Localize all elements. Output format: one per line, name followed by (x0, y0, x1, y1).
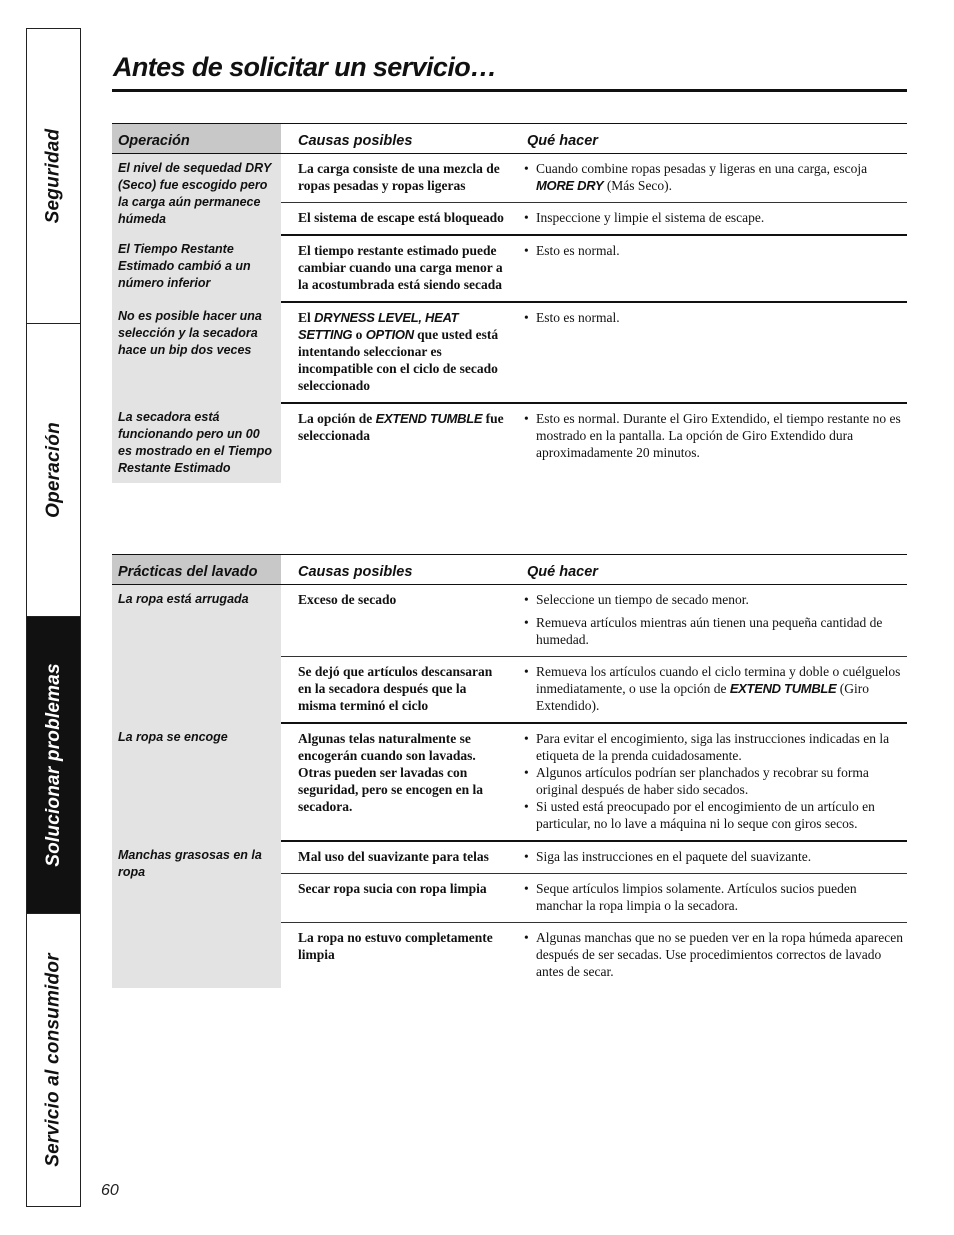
list-item: • Remueva los artículos cuando el ciclo termina y doble o cuélguelos inmediatamente, o use la opción de EXTEND TUMBLE (Giro Extendido). (524, 663, 903, 714)
section-tabs (26, 28, 81, 1207)
page-title: Antes de solicitar un servicio… (113, 52, 497, 82)
laundry-practices-table (112, 554, 907, 988)
problem-cell: El Tiempo Restante Estimado cambió a un número inferior (112, 235, 281, 302)
operation-troubleshooting-table (112, 123, 907, 483)
action-cell (512, 585, 907, 657)
list-item: • Siga las instrucciones en el paquete del suavizante. (524, 848, 903, 865)
tab-solucionar-problemas[interactable]: Solucionar problemas (27, 617, 80, 914)
cause-cell: Mal uso del suavizante para telas (281, 841, 512, 874)
list-item: • Algunas manchas que no se pueden ver en la ropa húmeda aparecen después de ser secadas. Use procedimientos correctos de lavado antes de secar. (524, 929, 903, 980)
table-row (112, 302, 907, 403)
table-header-row (112, 124, 907, 154)
list-item: • Para evitar el encogimiento, siga las instrucciones indicadas en la etiqueta de la prenda cuidadosamente. (524, 730, 903, 764)
table-row (112, 585, 907, 657)
cause-cell: La carga consiste de una mezcla de ropas pesadas y ropas ligeras (281, 154, 512, 203)
action-cell (512, 923, 907, 989)
list-item: • Si usted está preocupado por el encogimiento de un artículo en particular, no lo lave a máquina ni lo seque con giros secos. (524, 798, 903, 832)
cause-cell: El DRYNESS LEVEL, HEAT SETTING o OPTION que usted está intentando seleccionar es incompatible con el ciclo de secado seleccionado (281, 302, 512, 403)
cause-cell: La opción de EXTEND TUMBLE fue seleccionada (298, 411, 504, 443)
action-cell (512, 154, 907, 203)
table-row (112, 235, 907, 302)
action-cell (512, 657, 907, 724)
action-cell (512, 203, 907, 236)
problem-cell: La ropa está arrugada (112, 585, 281, 724)
action-cell (512, 403, 907, 483)
table-row (112, 723, 907, 841)
list-item: • Inspeccione y limpie el sistema de escape. (524, 209, 903, 226)
table-row (112, 154, 907, 203)
table-row (112, 841, 907, 874)
cause-cell: Exceso de secado (281, 585, 512, 657)
table-header-row (112, 555, 907, 585)
column-header-problem: Prácticas del lavado (112, 555, 281, 585)
cause-cell: La ropa no estuvo completamente limpia (298, 930, 493, 962)
list-item: • Seque artículos limpios solamente. Artículos sucios pueden manchar la ropa limpia o la secadora. (524, 880, 903, 914)
action-cell (512, 723, 907, 841)
column-header-causes: Causas posibles (281, 124, 512, 154)
cause-cell: Algunas telas naturalmente se encogerán cuando son lavadas. Otras pueden ser lavadas con seguridad, pero se encogen en la secadora. (281, 723, 512, 841)
problem-cell: Manchas grasosas en la ropa (112, 841, 281, 988)
table-row (112, 403, 907, 483)
column-header-actions: Qué hacer (512, 124, 907, 154)
list-item: • Esto es normal. (524, 309, 903, 326)
problem-cell: La secadora está funcionando pero un 00 es mostrado en el Tiempo Restante Estimado (112, 403, 281, 483)
cause-cell: Se dejó que artículos descansaran en la secadora después que la misma terminó el ciclo (281, 657, 512, 724)
tab-servicio-al-consumidor[interactable]: Servicio al consumidor (42, 953, 64, 1167)
action-cell (512, 302, 907, 403)
action-cell (512, 841, 907, 874)
list-item: • Esto es normal. Durante el Giro Extendido, el tiempo restante no es mostrado en la pantalla. La opción de Giro Extendido dura aproximadamente 20 minutos. (524, 410, 903, 461)
problem-cell: La ropa se encoge (112, 723, 281, 841)
cause-cell: El sistema de escape está bloqueado (281, 203, 512, 236)
tab-operacion[interactable]: Operación (27, 324, 80, 617)
problem-cell: No es posible hacer una selección y la secadora hace un bip dos veces (112, 302, 281, 403)
list-item: • Remueva artículos mientras aún tienen una pequeña cantidad de humedad. (524, 614, 903, 648)
list-item: • Algunos artículos podrían ser planchados y recobrar su forma original después de haber sido secados. (524, 764, 903, 798)
tab-seguridad[interactable]: Seguridad (27, 29, 80, 324)
list-item: • Esto es normal. (524, 242, 903, 259)
title-rule (112, 89, 907, 92)
cause-cell: Secar ropa sucia con ropa limpia (281, 874, 512, 923)
page-number: 60 (101, 1182, 119, 1199)
column-header-actions: Qué hacer (512, 555, 907, 585)
column-header-problem: Operación (112, 124, 281, 154)
cause-cell: El tiempo restante estimado puede cambiar cuando una carga menor a la acostumbrada está siendo secada (281, 235, 512, 302)
problem-cell: El nivel de sequedad DRY (Seco) fue escogido pero la carga aún permanece húmeda (112, 154, 281, 236)
action-cell (512, 235, 907, 302)
action-cell (512, 874, 907, 923)
column-header-causes: Causas posibles (281, 555, 512, 585)
list-item: • Cuando combine ropas pesadas y ligeras en una carga, escoja MORE DRY (Más Seco). (524, 160, 903, 194)
list-item: • Seleccione un tiempo de secado menor. (524, 591, 903, 608)
